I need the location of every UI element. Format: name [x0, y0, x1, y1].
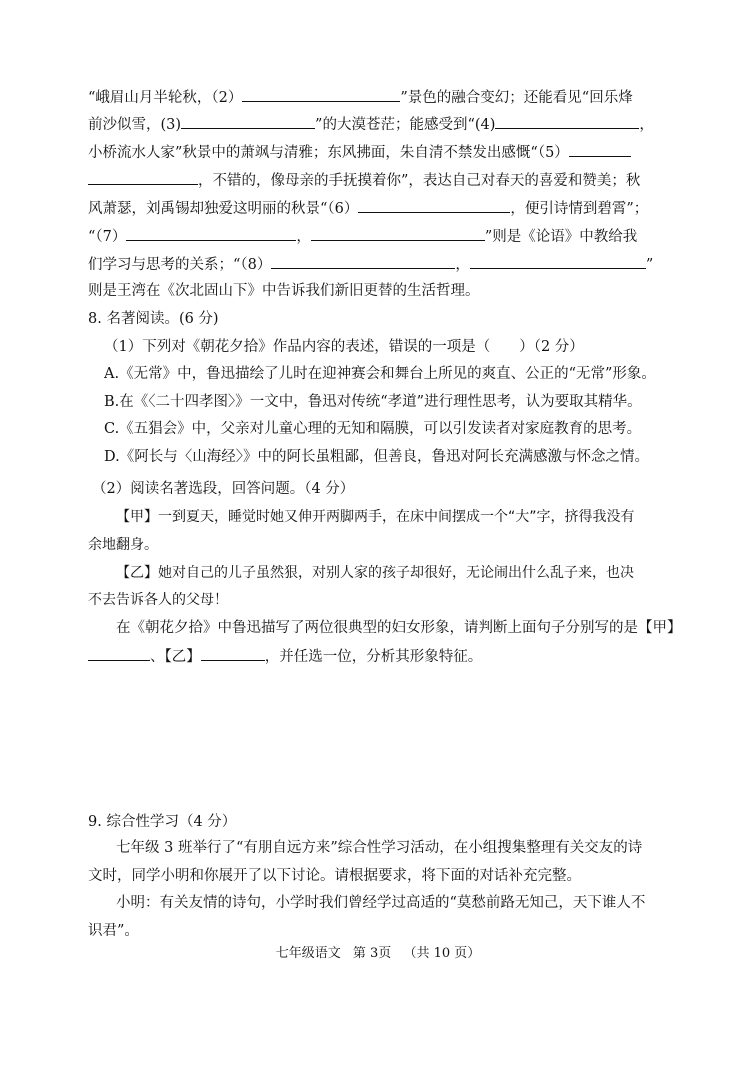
answer-blank-5a[interactable]: [569, 142, 631, 157]
poem-line-1: [88, 87, 688, 108]
text: ”的大漠苍茫；能感受到“(4): [315, 117, 496, 133]
excerpt-jia-line-1: 【甲】一到夏天，睡觉时她又伸开两脚两手，在床中间摆成一个“大”字，挤得我没有: [116, 509, 635, 525]
answer-blank-3[interactable]: [181, 114, 315, 129]
poem-line-5: [88, 198, 688, 219]
q9-title: 9. 综合性学习（4 分）: [88, 814, 237, 830]
excerpt-jia-line-2: 余地翻身。: [88, 537, 158, 553]
text: 风萧瑟，刘禹锡却独爱这明丽的秋景“（6）: [88, 201, 359, 217]
text: 前沙似雪，(3): [88, 117, 182, 133]
poem-line-3: [88, 142, 688, 163]
answer-blank-8a[interactable]: [271, 254, 455, 269]
q8-ask-line-2: [88, 646, 688, 667]
footer-total: （共 10 页）: [403, 946, 481, 961]
q8-sub2: （2）阅读名著选段，回答问题。（4 分）: [92, 481, 355, 497]
q8-option-b[interactable]: B.在《〈二十四孝图〉》一文中，鲁迅对传统“孝道”进行理性思考，认为要取其精华。: [104, 394, 642, 410]
q9-para1-line-2: 文时，同学小明和你展开了以下讨论。请根据要求，将下面的对话补充完整。: [88, 868, 581, 884]
text: ，并任选一位，分析其形象特征。: [264, 649, 483, 665]
answer-blank-2[interactable]: [242, 87, 400, 102]
text: ”: [645, 257, 654, 273]
text: ，: [296, 229, 311, 245]
text: ，: [639, 117, 654, 133]
text: 小桥流水人家”秋景中的萧飒与清雅；东风拂面，朱自清不禁发出感慨“（5）: [88, 145, 569, 161]
q9-para2-line-1: 小明：有关友情的诗句，小学时我们曾经学过高适的“莫愁前路无知己，天下谁人不: [116, 895, 646, 911]
answer-blank-yi[interactable]: [201, 646, 265, 661]
text: ，: [455, 257, 470, 273]
answer-blank-7b[interactable]: [311, 226, 485, 241]
answer-blank-4[interactable]: [495, 114, 639, 129]
poem-line-8: [88, 281, 688, 301]
text: ，便引诗情到碧霄”；: [510, 201, 649, 217]
answer-blank-5b[interactable]: [88, 170, 198, 185]
answer-blank-8b[interactable]: [470, 254, 646, 269]
text: “（7）: [88, 229, 127, 245]
text: “峨眉山月半轮秋，（2）: [88, 90, 243, 106]
excerpt-yi-line-1: 【乙】她对自己的儿子虽然狠，对别人家的孩子却很好，无论闹出什么乱子来，也决: [116, 565, 634, 581]
q9-para1-line-1: 七年级 3 班举行了“有朋自远方来”综合性学习活动，在小组搜集整理有关交友的诗: [116, 840, 643, 856]
q8-option-c[interactable]: C.《五猖会》中，父亲对儿童心理的无知和隔膜，可以引发读者对家庭教育的思考。: [104, 421, 642, 437]
q8-sub1: （1）下列对《朝花夕拾》作品内容的表述，错误的一项是（ ）（2 分）: [104, 339, 584, 355]
text: 则是王湾在《次北固山下》中告诉我们新旧更替的生活哲理。: [88, 283, 480, 299]
text: 们学习与思考的关系；“（8）: [88, 257, 272, 273]
text: 、【乙】: [150, 649, 201, 665]
poem-line-2: [88, 114, 688, 135]
q8-title: 8. 名著阅读。(6 分): [88, 311, 219, 327]
poem-line-4: [88, 170, 688, 191]
text: ，不错的，像母亲的手抚摸着你”，表达自己对春天的喜爱和赞美；秋: [198, 173, 641, 189]
poem-line-6: [88, 226, 688, 247]
text: ”则是《论语》中教给我: [484, 229, 638, 245]
page-footer: [0, 945, 756, 963]
q9-para2-line-2: 识君”。: [88, 923, 139, 939]
q8-ask-line-1: 在《朝花夕拾》中鲁迅描写了两位很典型的妇女形象，请判断上面句子分别写的是【甲】: [116, 620, 682, 636]
answer-blank-jia[interactable]: [88, 646, 150, 661]
poem-line-7: [88, 254, 688, 275]
q8-option-a[interactable]: A.《无常》中，鲁迅描绘了儿时在迎神赛会和舞台上所见的爽直、公正的“无常”形象。: [104, 366, 656, 382]
q8-option-d[interactable]: D.《阿长与〈山海经〉》中的阿长虽粗鄙，但善良，鲁迅对阿长充满感激与怀念之情。: [104, 449, 649, 465]
excerpt-yi-line-2: 不去告诉各人的父母！: [88, 592, 228, 608]
answer-blank-7a[interactable]: [126, 226, 296, 241]
footer-page: 第 3页: [352, 946, 392, 961]
footer-subject: 七年级语文: [275, 946, 341, 961]
text: ”景色的融合变幻；还能看见“回乐烽: [400, 90, 633, 106]
answer-blank-6[interactable]: [358, 198, 510, 213]
